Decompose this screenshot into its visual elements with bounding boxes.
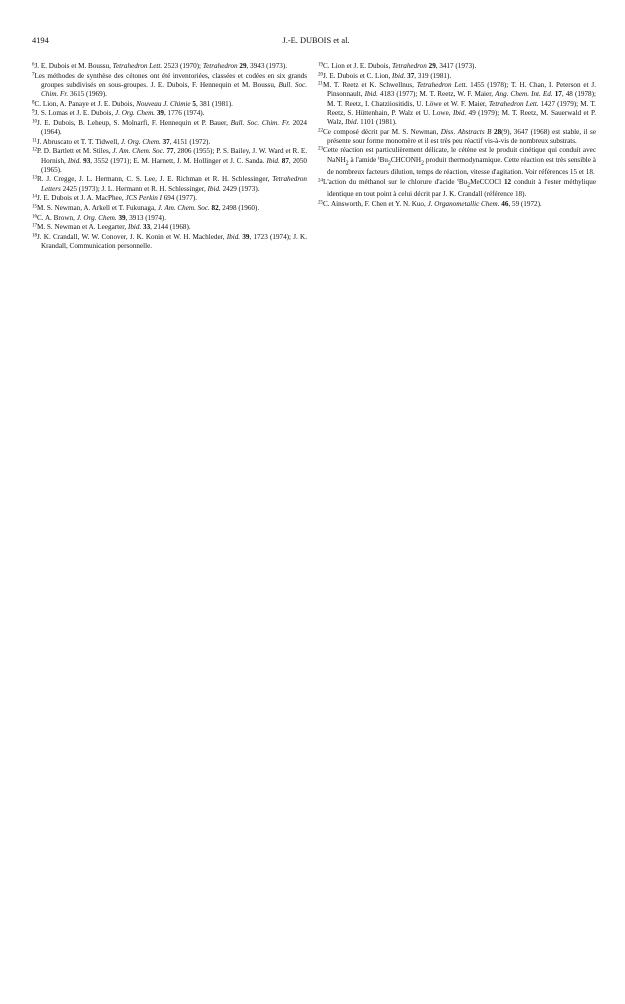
reference-number: 25 bbox=[318, 200, 323, 206]
reference-text: C. Lion et J. E. Dubois, Tetrahedron 29, 3417 (1973). bbox=[323, 62, 477, 70]
reference-number: 21 bbox=[318, 81, 323, 87]
reference-number: 22 bbox=[318, 128, 323, 134]
reference-text: J. Abruscato et T. T. Tidwell, J. Org. Chem. 37, 4151 (1972). bbox=[36, 137, 211, 146]
references-right-column bbox=[318, 62, 596, 210]
reference-13 bbox=[32, 175, 307, 193]
reference-11 bbox=[32, 138, 307, 147]
reference-text: J. E. Dubois, B. Leheup, S. Molnarfi, F. Hennequin et P. Bauer, Bull. Soc. Chim. Fr. 2024 (1964). bbox=[37, 118, 307, 137]
reference-text: R. J. Cregge, J. L. Hermann, C. S. Lee, J. E. Richman et R. H. Schlessinger, Tetrahedron Letters 2425 (1973); J. L. Hermann et R. H. Schlessinger, Ibid. 2429 (1973). bbox=[37, 175, 307, 193]
reference-12 bbox=[32, 147, 307, 174]
reference-text: Cette réaction est particulièrement délicate, le cétène est le produit cinétique qui conduit avec NaNH$_2$ à l'amide $^tBu_2CHCONH_2$ produit thermodynamique. Cette réaction est très sensible à de nombreux facteurs dilution, temps de réaction, vitesse d'agitation. Voir références 15 et 18. bbox=[323, 146, 596, 177]
reference-15 bbox=[32, 204, 307, 213]
reference-25 bbox=[318, 200, 596, 209]
reference-22 bbox=[318, 128, 596, 146]
reference-text: Les méthodes de synthèse des cétones ont été inventoriées, classées et codées en six grands groupes subdivisés en sous-groupes. J. E. Dubois, F. Hennequin et M. Boussu, Bull. Soc. Chim. Fr. 3615 (1969). bbox=[34, 71, 307, 98]
reference-6 bbox=[32, 62, 307, 71]
reference-number: 9 bbox=[32, 109, 35, 115]
reference-text: J. S. Lomas et J. E. Dubois, J. Org. Chem. 39, 1776 (1974). bbox=[34, 109, 205, 118]
reference-number: 20 bbox=[318, 72, 323, 78]
reference-21 bbox=[318, 81, 596, 127]
reference-7 bbox=[32, 72, 307, 99]
reference-24 bbox=[318, 178, 596, 200]
reference-number: 8 bbox=[32, 100, 35, 106]
reference-10 bbox=[32, 119, 307, 137]
reference-number: 15 bbox=[32, 204, 37, 210]
reference-number: 10 bbox=[32, 119, 37, 125]
reference-text: C. Ainsworth, F. Chen et Y. N. Kuo, J. Organometallic Chem. 46, 59 (1972). bbox=[323, 200, 542, 209]
reference-text: C. A. Brown, J. Org. Chem. 39, 3913 (1974). bbox=[37, 213, 167, 222]
reference-20 bbox=[318, 72, 596, 81]
reference-text: J. E. Dubois et C. Lion, Ibid. 37, 319 (1981). bbox=[323, 71, 452, 80]
references-left-column bbox=[32, 62, 307, 252]
reference-number: 13 bbox=[32, 175, 37, 181]
running-title: J.-E. DUBOIS et al. bbox=[282, 36, 350, 45]
reference-text: M. T. Reetz et K. Schwellnus, Tetrahedron Lett. 1455 (1978); T. H. Chan, I. Peterson et J. Pinsonnault, Ibid. 4183 (1977); M. T. Reetz, W. F. Maier, Ang. Chem. Int. Ed. 17, 48 (1978); M. T. Reetz, I. Chatziiositidis, U. Löwe et W. F. Maier, Tetrahedron Lett. 1427 (1979); M. T. Reetz, S. Hüttenhain, P. Walz et U. Lowe, Ibid. 49 (1979); M. T. Reetz, M. Sauerwald et P. Walz, Ibid. 1101 (1981). bbox=[323, 81, 596, 126]
page-header bbox=[32, 36, 600, 50]
reference-9 bbox=[32, 109, 307, 118]
reference-number: 12 bbox=[32, 147, 37, 153]
reference-18 bbox=[32, 233, 307, 251]
reference-17 bbox=[32, 223, 307, 232]
reference-number: 24 bbox=[318, 178, 323, 184]
reference-number: 18 bbox=[32, 233, 37, 239]
reference-number: 7 bbox=[32, 72, 35, 78]
reference-text: C. Lion, A. Panaye et J. E. Dubois, Nouveau J. Chimie 5, 381 (1981). bbox=[34, 99, 233, 108]
reference-number: 14 bbox=[32, 194, 37, 200]
page-number: 4194 bbox=[32, 36, 49, 45]
reference-number: 19 bbox=[318, 62, 323, 68]
reference-text: J. E. Dubois et J. A. MacPhee, JCS Perkin I 694 (1977). bbox=[37, 194, 198, 203]
reference-number: 23 bbox=[318, 146, 323, 152]
reference-19 bbox=[318, 62, 596, 71]
reference-text: J. K. Crandall, W. W. Conover, J. K. Konin et W. H. Machleder, Ibid. 39, 1723 (1974); J. K. Krandall, Communication personnelle. bbox=[37, 232, 307, 250]
reference-8 bbox=[32, 100, 307, 109]
reference-text: Ce composé décrit par M. S. Newman, Diss. Abstracts B 28(9), 3647 (1968) est stable, il se présente sour forme monomère et il est très peu réactif vis-à-vis de nombreux substrats. bbox=[323, 127, 596, 145]
reference-16 bbox=[32, 214, 307, 223]
reference-number: 16 bbox=[32, 214, 37, 219]
reference-number: 17 bbox=[32, 223, 37, 229]
reference-text: P. D. Bartlett et M. Stiles, J. Am. Chem. Soc. 77, 2806 (1955); P. S. Bailey, J. W. Ward et R. E. Hornish, Ibid. 93, 3552 (1971); E. M. Harnett, J. M. Hollinger et J. C. Sanda. Ibid. 87, 2050 (1965). bbox=[37, 147, 307, 174]
reference-text: M. S. Newman, A. Arkell et T. Fukunaga, J. Am. Chem. Soc. 82, 2498 (1960). bbox=[37, 203, 260, 212]
reference-14 bbox=[32, 194, 307, 203]
reference-text: J. E. Dubois et M. Boussu, Tetrahedron Lett. 2523 (1970); Tetrahedron 29, 3943 (1973). bbox=[34, 62, 288, 70]
reference-number: 11 bbox=[32, 138, 37, 144]
reference-23 bbox=[318, 146, 596, 177]
reference-text: L'action du méthanol sur le chlorure d'acide $^tBu_2MeCCOCl$ 12 conduit à l'ester méthylique identique en tout point à celui décrit par J. K. Crandall (référence 18). bbox=[323, 177, 596, 199]
reference-text: M. S. Newman et A. Leegarter, Ibid. 33, 2144 (1968). bbox=[37, 223, 191, 232]
reference-number: 6 bbox=[32, 62, 35, 68]
